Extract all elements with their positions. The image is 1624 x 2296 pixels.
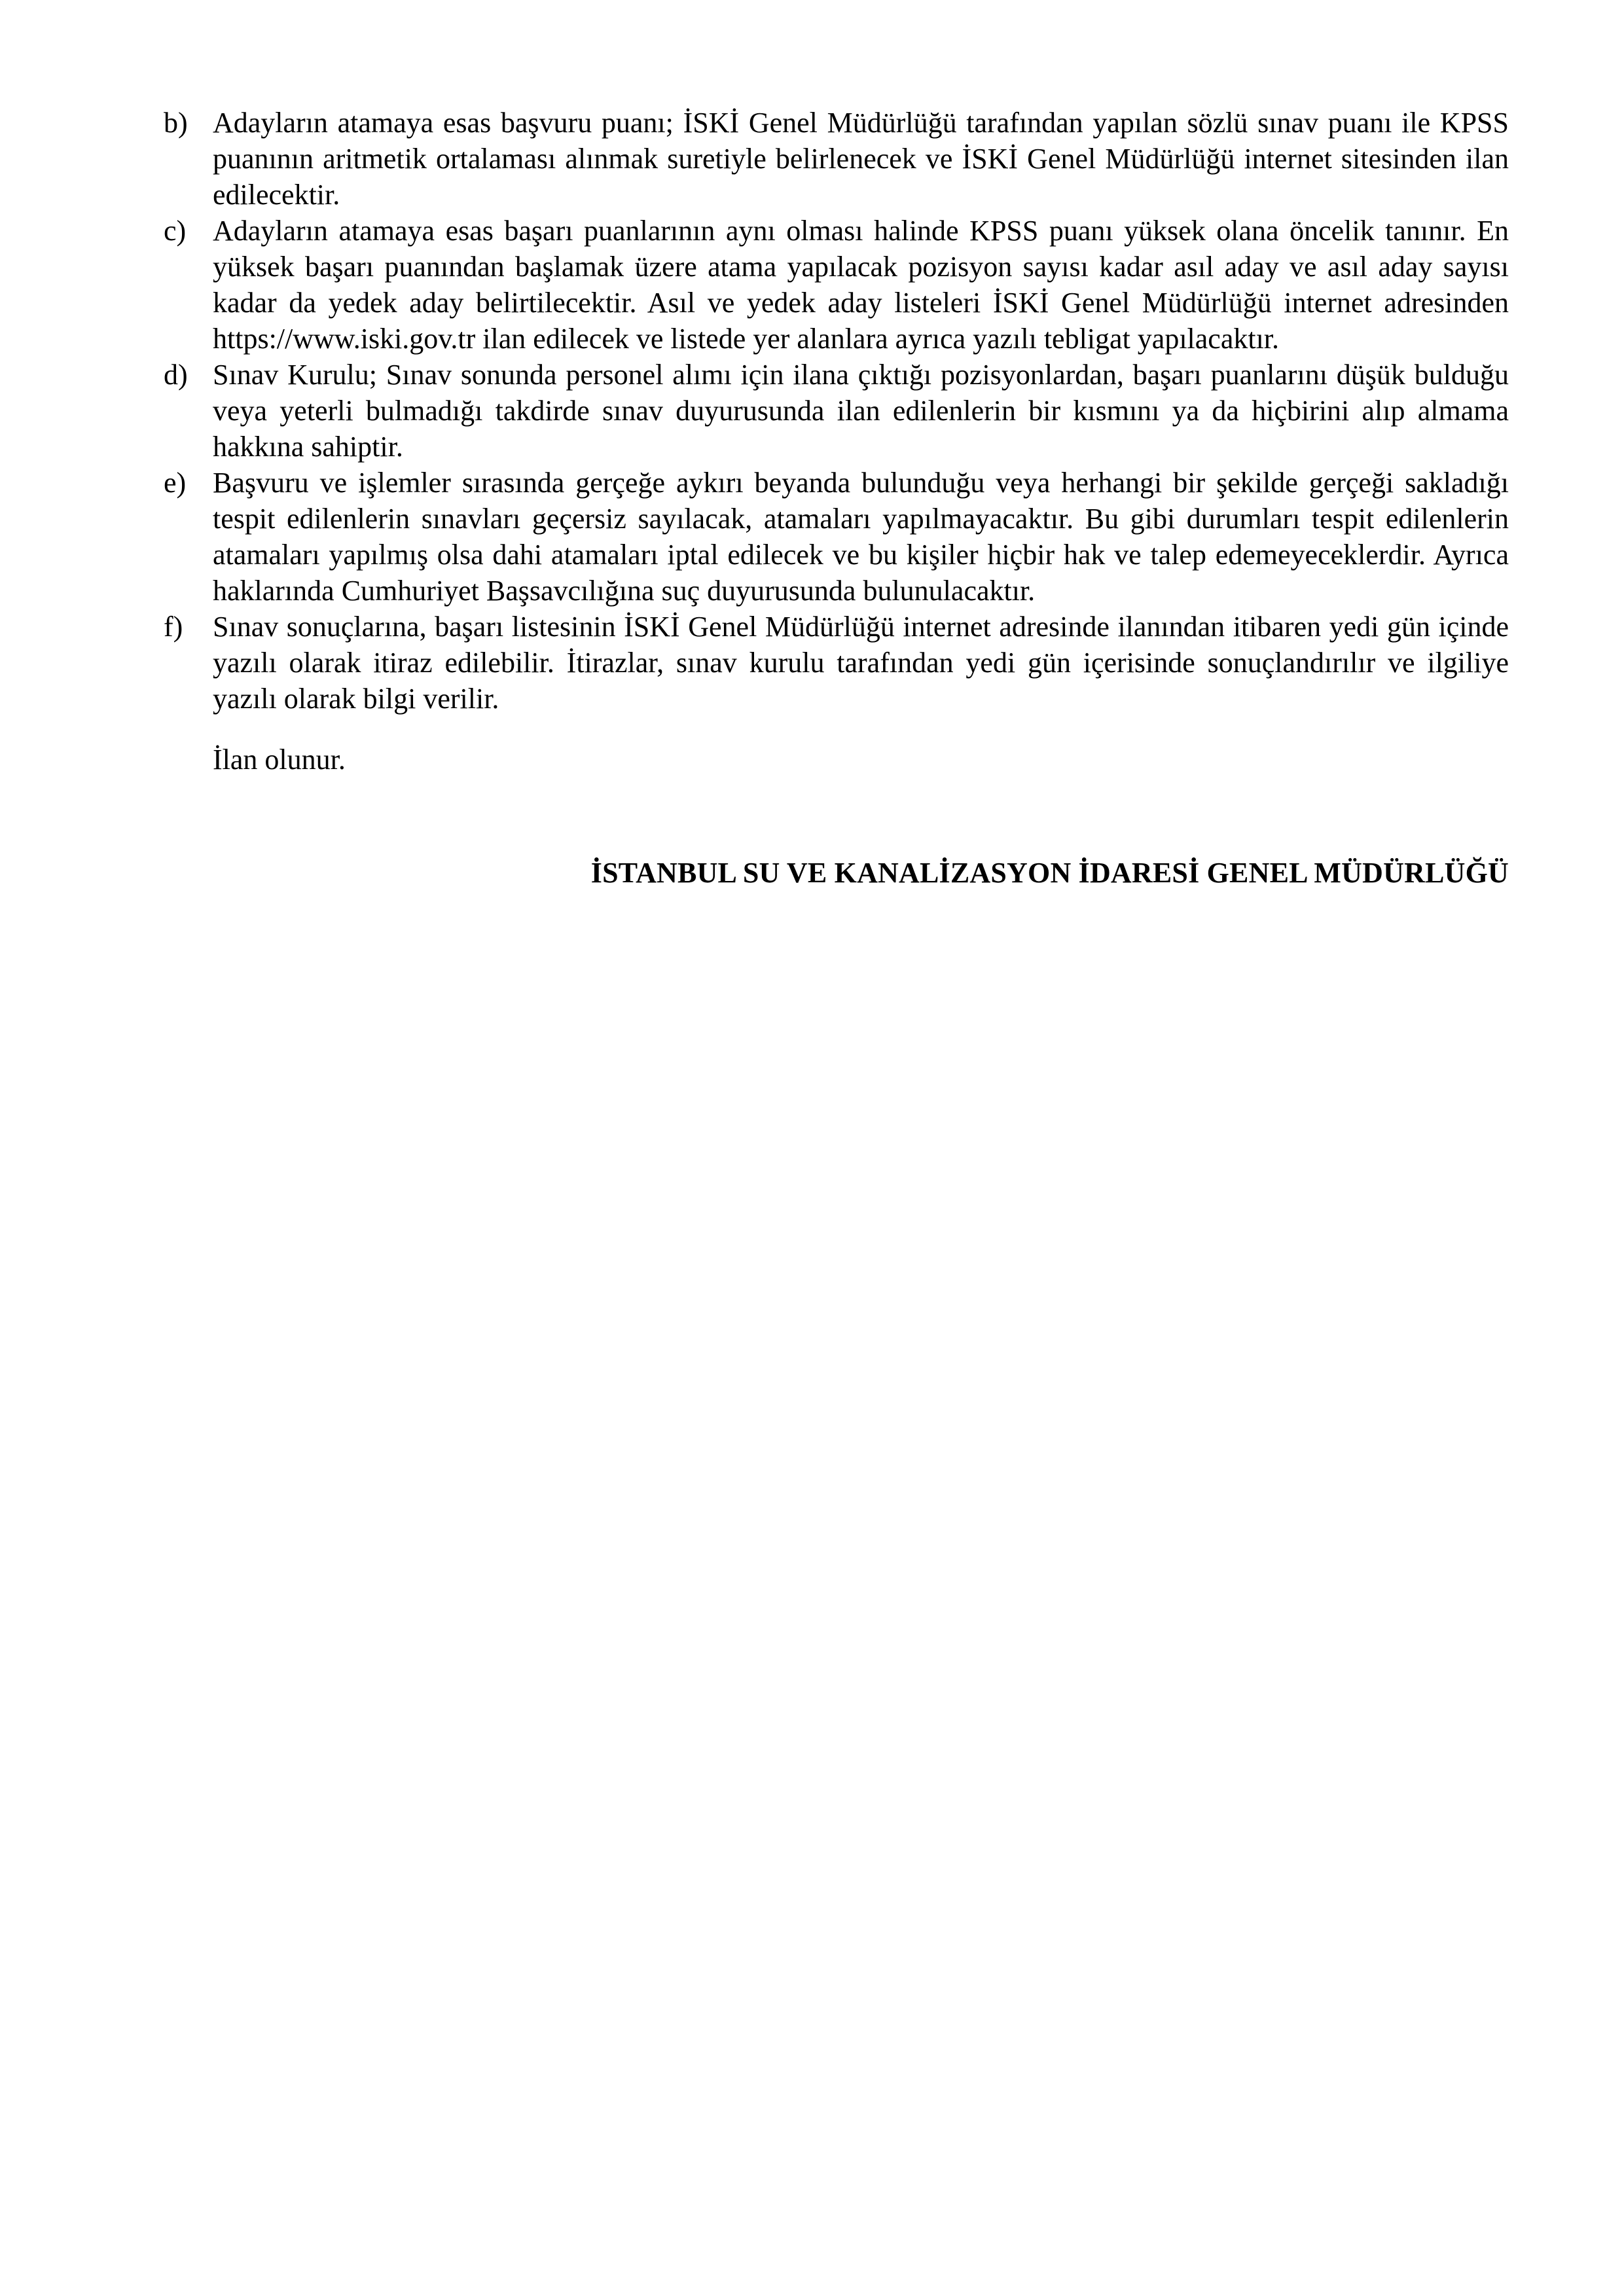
lettered-list	[164, 105, 1509, 717]
document-body	[164, 105, 1509, 891]
list-paragraph-c: Adayların atamaya esas başarı puanlarının aynı olması halinde KPSS puanı yüksek olana öncelik tanınır. En yüksek başarı puanından başlamak üzere atama yapılacak pozisyon sayısı kadar asıl aday ve asıl aday sayısı kadar da yedek aday belirtilecektir. Asıl ve yedek aday listeleri İSKİ Genel Müdürlüğü internet adresinden https://www.iski.gov.tr ilan edilecek ve listede yer alanlara ayrıca yazılı tebligat yapılacaktır.	[213, 215, 1509, 355]
list-paragraph-d: Sınav Kurulu; Sınav sonunda personel alımı için ilana çıktığı pozisyonlardan, başarı puanlarını düşük bulduğu veya yeterli bulmadığı takdirde sınav duyurusunda ilan edilenlerin bir kısmını ya da hiçbirini alıp almama hakkına sahiptir.	[213, 359, 1509, 463]
list-marker-f: f)	[164, 611, 183, 643]
list-item	[164, 465, 1509, 609]
closing-note: İlan olunur.	[213, 744, 346, 776]
list-paragraph-f: Sınav sonuçlarına, başarı listesinin İSKİ Genel Müdürlüğü internet adresinde ilanından itibaren yedi gün içinde yazılı olarak itiraz edilebilir. İtirazlar, sınav kurulu tarafından yedi gün içerisinde sonuçlandırılır ve ilgiliye yazılı olarak bilgi verilir.	[213, 611, 1509, 715]
list-paragraph-b: Adayların atamaya esas başvuru puanı; İSKİ Genel Müdürlüğü tarafından yapılan sözlü sınav puanı ile KPSS puanının aritmetik ortalaması alınmak suretiyle belirlenecek ve İSKİ Genel Müdürlüğü internet sitesinden ilan edilecektir.	[213, 107, 1509, 211]
list-item	[164, 609, 1509, 717]
list-marker-e: e)	[164, 467, 187, 499]
list-marker-d: d)	[164, 359, 188, 391]
list-paragraph-e: Başvuru ve işlemler sırasında gerçeğe aykırı beyanda bulunduğu veya herhangi bir şekilde gerçeği sakladığı tespit edilenlerin sınavları geçersiz sayılacak, atamaları yapılmayacaktır. Bu gibi durumları tespit edilenlerin atamaları yapılmış olsa dahi atamaları iptal edilecek ve bu kişiler hiçbir hak ve talep edemeyeceklerdir. Ayrıca haklarında Cumhuriyet Başsavcılığına suç duyurusunda bulunulacaktır.	[213, 467, 1509, 607]
list-item	[164, 105, 1509, 213]
list-marker-c: c)	[164, 215, 187, 247]
list-marker-b: b)	[164, 107, 188, 139]
list-item	[164, 357, 1509, 465]
signature-block: İSTANBUL SU VE KANALİZASYON İDARESİ GENEL MÜDÜRLÜĞÜ	[590, 857, 1509, 889]
list-item	[164, 213, 1509, 357]
